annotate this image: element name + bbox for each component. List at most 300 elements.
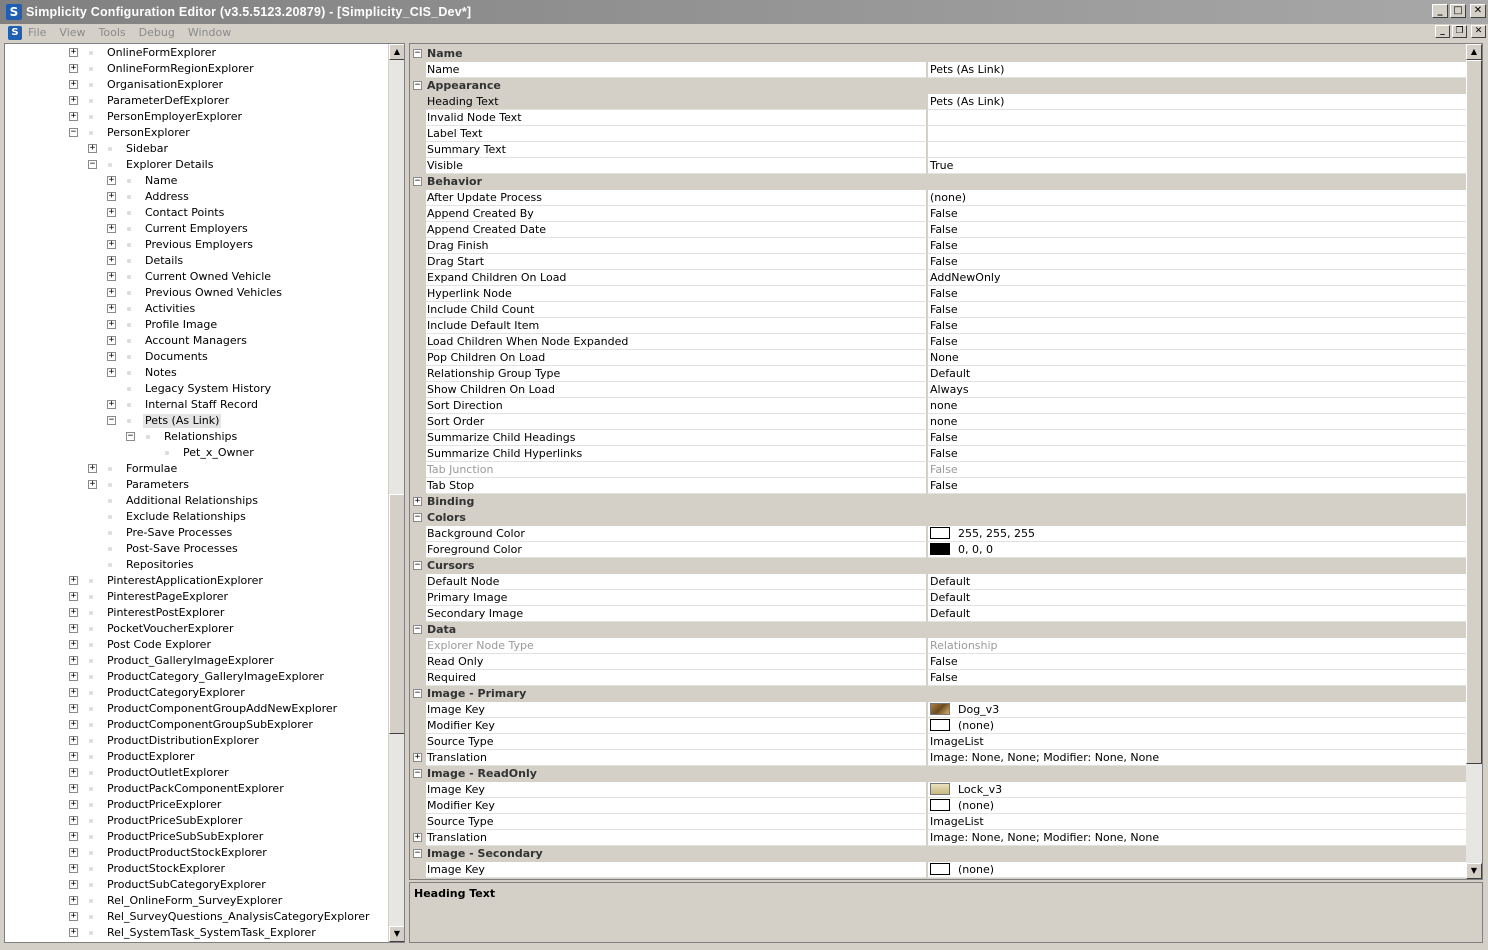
tree-node-label[interactable]: Rel_SystemTask_SystemTask_Explorer	[107, 926, 316, 939]
collapse-minus-icon[interactable]: −	[108, 415, 115, 425]
tree-node[interactable]	[5, 477, 389, 493]
collapse-minus-icon[interactable]: −	[414, 176, 421, 186]
property-row[interactable]	[410, 398, 1466, 414]
tree-node-label[interactable]: OnlineFormExplorer	[107, 46, 216, 59]
expand-plus-icon[interactable]: +	[70, 751, 77, 761]
tree-node-label[interactable]: ProductPriceSubSubExplorer	[107, 830, 264, 843]
property-category[interactable]	[410, 510, 1466, 526]
tree-node[interactable]	[5, 685, 389, 701]
tree-node-label[interactable]: Previous Owned Vehicles	[145, 286, 282, 299]
collapse-minus-icon[interactable]: −	[414, 848, 421, 858]
expand-plus-icon[interactable]: +	[70, 591, 77, 601]
tree-node-label[interactable]: PersonEmployerExplorer	[107, 110, 242, 123]
tree-node-label[interactable]: ProductComponentGroupAddNewExplorer	[107, 702, 338, 715]
property-value[interactable]	[927, 158, 1466, 174]
property-row[interactable]	[410, 254, 1466, 270]
tree-node[interactable]	[5, 461, 389, 477]
property-row[interactable]	[410, 590, 1466, 606]
tree-node[interactable]	[5, 413, 389, 429]
tree-node[interactable]	[5, 925, 389, 941]
property-row[interactable]	[410, 430, 1466, 446]
tree-node[interactable]	[5, 877, 389, 893]
tree-node-label[interactable]: ProductCategory_GalleryImageExplorer	[107, 670, 324, 683]
expand-plus-icon[interactable]: +	[70, 863, 77, 873]
property-row[interactable]	[410, 126, 1466, 142]
property-name[interactable]: Translation	[426, 830, 926, 846]
tree-node[interactable]	[5, 445, 389, 461]
expand-plus-icon[interactable]: +	[70, 607, 77, 617]
property-row[interactable]	[410, 158, 1466, 174]
tree-node-label[interactable]: Profile Image	[145, 318, 218, 331]
property-row[interactable]	[410, 750, 1466, 766]
property-name[interactable]: Summary Text	[426, 142, 926, 158]
expand-plus-icon[interactable]: +	[70, 687, 77, 697]
tree-node-label[interactable]: ProductComponentGroupSubExplorer	[107, 718, 313, 731]
tree-node[interactable]	[5, 93, 389, 109]
property-row[interactable]	[410, 62, 1466, 78]
tree-node[interactable]	[5, 653, 389, 669]
property-value[interactable]	[927, 814, 1466, 830]
property-row[interactable]	[410, 638, 1466, 654]
expand-plus-icon[interactable]: +	[108, 223, 115, 233]
tree-node[interactable]	[5, 861, 389, 877]
property-value[interactable]	[927, 702, 1466, 718]
tree-node-label[interactable]: Product_GalleryImageExplorer	[107, 654, 274, 667]
property-value[interactable]	[927, 830, 1466, 846]
property-value[interactable]	[927, 430, 1466, 446]
property-name[interactable]: Name	[426, 62, 926, 78]
property-row[interactable]	[410, 542, 1466, 558]
property-row[interactable]	[410, 478, 1466, 494]
mdi-close-button[interactable]: ✕	[1471, 25, 1486, 38]
property-value[interactable]	[927, 862, 1466, 878]
property-value[interactable]	[927, 590, 1466, 606]
tree-node-label[interactable]: Pet_x_Owner	[183, 446, 254, 459]
tree-node-label[interactable]: Repositories	[126, 558, 194, 571]
property-name[interactable]: Append Created Date	[426, 222, 926, 238]
tree-node[interactable]	[5, 909, 389, 925]
tree-node[interactable]	[5, 397, 389, 413]
scroll-up-arrow-icon[interactable]: ▲	[389, 44, 405, 60]
tree-node-label[interactable]: PinterestPostExplorer	[107, 606, 225, 619]
property-value[interactable]	[927, 126, 1466, 142]
tree-node-label[interactable]: ParameterDefExplorer	[107, 94, 230, 107]
expand-plus-icon[interactable]: +	[108, 191, 115, 201]
tree-node-label[interactable]: Activities	[145, 302, 196, 315]
property-row[interactable]	[410, 670, 1466, 686]
property-name[interactable]: Source Type	[426, 734, 926, 750]
property-value[interactable]	[927, 414, 1466, 430]
property-name[interactable]: Heading Text	[426, 94, 926, 110]
property-value[interactable]	[927, 254, 1466, 270]
tree-node-label[interactable]: Internal Staff Record	[145, 398, 259, 411]
property-value[interactable]	[927, 734, 1466, 750]
mdi-minimize-button[interactable]: _	[1435, 25, 1450, 38]
property-category[interactable]	[410, 622, 1466, 638]
tree-node[interactable]	[5, 717, 389, 733]
property-value[interactable]	[927, 718, 1466, 734]
property-row[interactable]	[410, 286, 1466, 302]
property-category[interactable]	[410, 846, 1466, 862]
property-row[interactable]	[410, 702, 1466, 718]
tree-node[interactable]	[5, 429, 389, 445]
tree-node[interactable]	[5, 845, 389, 861]
tree-node[interactable]	[5, 141, 389, 157]
property-row[interactable]	[410, 446, 1466, 462]
tree-node[interactable]	[5, 349, 389, 365]
menu-window[interactable]: Window	[187, 26, 232, 39]
expand-plus-icon[interactable]: +	[108, 335, 115, 345]
tree-node-label[interactable]: ProductPriceSubExplorer	[107, 814, 243, 827]
tree-node[interactable]	[5, 765, 389, 781]
collapse-minus-icon[interactable]: −	[89, 159, 96, 169]
tree-node[interactable]	[5, 285, 389, 301]
property-row[interactable]	[410, 222, 1466, 238]
property-value[interactable]	[927, 398, 1466, 414]
tree-node[interactable]	[5, 221, 389, 237]
property-value[interactable]	[927, 190, 1466, 206]
tree-node-label[interactable]: Current Owned Vehicle	[145, 270, 272, 283]
expand-plus-icon[interactable]: +	[70, 63, 77, 73]
expand-plus-icon[interactable]: +	[70, 111, 77, 121]
property-value[interactable]	[927, 606, 1466, 622]
expand-plus-icon[interactable]: +	[70, 911, 77, 921]
tree-node-label[interactable]: Explorer Details	[126, 158, 214, 171]
tree-node-label[interactable]: Legacy System History	[145, 382, 272, 395]
property-category[interactable]	[410, 78, 1466, 94]
close-button[interactable]: ✕	[1470, 4, 1486, 18]
tree-node-label[interactable]: Exclude Relationships	[126, 510, 246, 523]
property-name[interactable]: Sort Direction	[426, 398, 926, 414]
property-value[interactable]	[927, 302, 1466, 318]
property-value[interactable]	[927, 142, 1466, 158]
tree-node-label[interactable]: Relationships	[164, 430, 238, 443]
tree-node[interactable]	[5, 237, 389, 253]
expand-plus-icon[interactable]: +	[414, 752, 421, 762]
property-name[interactable]: Relationship Group Type	[426, 366, 926, 382]
menu-tools[interactable]: Tools	[98, 26, 126, 39]
tree-node[interactable]	[5, 77, 389, 93]
tree-node[interactable]	[5, 381, 389, 397]
mdi-restore-button[interactable]: ❐	[1452, 25, 1467, 38]
tree-node[interactable]	[5, 509, 389, 525]
tree-node-label[interactable]: PinterestApplicationExplorer	[107, 574, 263, 587]
property-name[interactable]: Modifier Key	[426, 718, 926, 734]
tree-node[interactable]	[5, 621, 389, 637]
expand-plus-icon[interactable]: +	[108, 287, 115, 297]
tree-node[interactable]	[5, 829, 389, 845]
expand-plus-icon[interactable]: +	[70, 879, 77, 889]
menu-view[interactable]: View	[59, 26, 86, 39]
property-row[interactable]	[410, 830, 1466, 846]
property-row[interactable]	[410, 654, 1466, 670]
property-name[interactable]: Foreground Color	[426, 542, 926, 558]
tree-node[interactable]	[5, 109, 389, 125]
tree-node[interactable]	[5, 797, 389, 813]
expand-plus-icon[interactable]: +	[108, 207, 115, 217]
property-name[interactable]: Source Type	[426, 814, 926, 830]
tree-node[interactable]	[5, 317, 389, 333]
expand-plus-icon[interactable]: +	[70, 639, 77, 649]
property-row[interactable]	[410, 798, 1466, 814]
property-name[interactable]: Translation	[426, 750, 926, 766]
property-row[interactable]	[410, 574, 1466, 590]
tree-node-label[interactable]: Account Managers	[145, 334, 247, 347]
property-category[interactable]	[410, 494, 1466, 510]
property-value[interactable]	[927, 286, 1466, 302]
tree-node[interactable]	[5, 701, 389, 717]
expand-plus-icon[interactable]: +	[70, 623, 77, 633]
tree-node[interactable]	[5, 173, 389, 189]
expand-plus-icon[interactable]: +	[108, 399, 115, 409]
prop-scroll-thumb[interactable]	[1466, 60, 1482, 764]
property-name[interactable]: Required	[426, 670, 926, 686]
property-name[interactable]: Summarize Child Headings	[426, 430, 926, 446]
expand-plus-icon[interactable]: +	[108, 255, 115, 265]
minimize-button[interactable]: _	[1432, 4, 1448, 18]
property-name[interactable]: Background Color	[426, 526, 926, 542]
tree-node-label[interactable]: OnlineFormRegionExplorer	[107, 62, 254, 75]
expand-plus-icon[interactable]: +	[70, 575, 77, 585]
tree-node-label[interactable]: ProductExplorer	[107, 750, 195, 763]
property-name[interactable]: Sort Order	[426, 414, 926, 430]
property-row[interactable]	[410, 238, 1466, 254]
tree-node[interactable]	[5, 61, 389, 77]
property-row[interactable]	[410, 142, 1466, 158]
expand-plus-icon[interactable]: +	[108, 239, 115, 249]
scroll-down-arrow-icon[interactable]: ▼	[389, 926, 405, 942]
tree-node-label[interactable]: ProductStockExplorer	[107, 862, 226, 875]
document-icon[interactable]: S	[8, 26, 22, 40]
property-row[interactable]	[410, 462, 1466, 478]
property-value[interactable]	[927, 782, 1466, 798]
tree-node-label[interactable]: Post Code Explorer	[107, 638, 211, 651]
tree-node[interactable]	[5, 205, 389, 221]
property-category[interactable]	[410, 766, 1466, 782]
property-value[interactable]	[927, 462, 1466, 478]
property-name[interactable]: Drag Start	[426, 254, 926, 270]
property-value[interactable]	[927, 574, 1466, 590]
expand-plus-icon[interactable]: +	[70, 799, 77, 809]
expand-plus-icon[interactable]: +	[414, 496, 421, 506]
property-name[interactable]: Image Key	[426, 782, 926, 798]
property-name[interactable]: Image Key	[426, 862, 926, 878]
property-category[interactable]	[410, 46, 1466, 62]
expand-plus-icon[interactable]: +	[70, 95, 77, 105]
property-name[interactable]: Tab Junction	[426, 462, 926, 478]
property-name[interactable]: Append Created By	[426, 206, 926, 222]
property-category[interactable]	[410, 174, 1466, 190]
tree-node[interactable]	[5, 541, 389, 557]
tree-node[interactable]	[5, 781, 389, 797]
tree-node-label[interactable]: ProductProductStockExplorer	[107, 846, 267, 859]
tree-node-label[interactable]: Parameters	[126, 478, 189, 491]
property-row[interactable]	[410, 734, 1466, 750]
tree-scroll-thumb[interactable]	[389, 494, 405, 734]
tree-node-label[interactable]: Current Employers	[145, 222, 248, 235]
property-name[interactable]: Invalid Node Text	[426, 110, 926, 126]
property-name[interactable]: Pop Children On Load	[426, 350, 926, 366]
collapse-minus-icon[interactable]: −	[414, 768, 421, 778]
property-name[interactable]: After Update Process	[426, 190, 926, 206]
property-value[interactable]	[927, 542, 1466, 558]
property-name[interactable]: Read Only	[426, 654, 926, 670]
tree-node[interactable]	[5, 893, 389, 909]
property-row[interactable]	[410, 814, 1466, 830]
property-category[interactable]	[410, 558, 1466, 574]
tree-node[interactable]	[5, 45, 389, 61]
collapse-minus-icon[interactable]: −	[70, 127, 77, 137]
property-row[interactable]	[410, 526, 1466, 542]
property-value[interactable]	[927, 110, 1466, 126]
expand-plus-icon[interactable]: +	[108, 175, 115, 185]
expand-plus-icon[interactable]: +	[108, 351, 115, 361]
property-value[interactable]	[927, 654, 1466, 670]
expand-plus-icon[interactable]: +	[89, 143, 96, 153]
tree-node-label[interactable]: Additional Relationships	[126, 494, 258, 507]
expand-plus-icon[interactable]: +	[414, 832, 421, 842]
menu-debug[interactable]: Debug	[138, 26, 175, 39]
property-row[interactable]	[410, 382, 1466, 398]
collapse-minus-icon[interactable]: −	[414, 624, 421, 634]
expand-plus-icon[interactable]: +	[70, 671, 77, 681]
property-row[interactable]	[410, 270, 1466, 286]
expand-plus-icon[interactable]: +	[108, 319, 115, 329]
expand-plus-icon[interactable]: +	[70, 927, 77, 937]
expand-plus-icon[interactable]: +	[70, 815, 77, 825]
property-name[interactable]: Summarize Child Hyperlinks	[426, 446, 926, 462]
expand-plus-icon[interactable]: +	[89, 463, 96, 473]
property-grid[interactable]	[409, 43, 1483, 880]
property-value[interactable]	[927, 270, 1466, 286]
tree-node-label[interactable]: Name	[145, 174, 178, 187]
tree-node[interactable]	[5, 125, 389, 141]
property-value[interactable]	[927, 478, 1466, 494]
property-name[interactable]: Show Children On Load	[426, 382, 926, 398]
tree-node-label[interactable]: Contact Points	[145, 206, 225, 219]
tree-node[interactable]	[5, 493, 389, 509]
expand-plus-icon[interactable]: +	[70, 655, 77, 665]
tree-node-label[interactable]: Pets (As Link)	[145, 414, 220, 427]
tree-node-label[interactable]: Documents	[145, 350, 208, 363]
tree-node[interactable]	[5, 301, 389, 317]
tree-node[interactable]	[5, 733, 389, 749]
property-name[interactable]: Primary Image	[426, 590, 926, 606]
tree-node-label[interactable]: Notes	[145, 366, 177, 379]
property-row[interactable]	[410, 206, 1466, 222]
prop-scroll-down-arrow-icon[interactable]: ▼	[1466, 863, 1482, 879]
collapse-minus-icon[interactable]: −	[414, 80, 421, 90]
property-name[interactable]: Visible	[426, 158, 926, 174]
expand-plus-icon[interactable]: +	[70, 79, 77, 89]
tree-node-label[interactable]: Previous Employers	[145, 238, 253, 251]
property-name[interactable]: Include Child Count	[426, 302, 926, 318]
tree-node-label[interactable]: ProductPriceExplorer	[107, 798, 222, 811]
property-value[interactable]	[927, 334, 1466, 350]
property-row[interactable]	[410, 350, 1466, 366]
property-name[interactable]: Explorer Node Type	[426, 638, 926, 654]
tree-node-label[interactable]: Post-Save Processes	[126, 542, 238, 555]
tree-node[interactable]	[5, 557, 389, 573]
property-row[interactable]	[410, 318, 1466, 334]
expand-plus-icon[interactable]: +	[70, 47, 77, 57]
collapse-minus-icon[interactable]: −	[127, 431, 134, 441]
property-name[interactable]: Tab Stop	[426, 478, 926, 494]
tree-scrollbar[interactable]	[388, 44, 404, 942]
collapse-minus-icon[interactable]: −	[414, 560, 421, 570]
expand-plus-icon[interactable]: +	[70, 735, 77, 745]
expand-plus-icon[interactable]: +	[70, 831, 77, 841]
tree-node-label[interactable]: ProductDistributionExplorer	[107, 734, 259, 747]
tree-node-label[interactable]: Rel_OnlineForm_SurveyExplorer	[107, 894, 283, 907]
property-name[interactable]: Drag Finish	[426, 238, 926, 254]
expand-plus-icon[interactable]: +	[70, 895, 77, 905]
collapse-minus-icon[interactable]: −	[414, 688, 421, 698]
property-value[interactable]	[927, 62, 1466, 78]
menu-file[interactable]: File	[28, 26, 47, 39]
tree-node[interactable]	[5, 637, 389, 653]
expand-plus-icon[interactable]: +	[70, 847, 77, 857]
tree-node-label[interactable]: Details	[145, 254, 184, 267]
property-category[interactable]	[410, 686, 1466, 702]
tree-node-label[interactable]: PersonExplorer	[107, 126, 190, 139]
tree-node[interactable]	[5, 189, 389, 205]
property-name[interactable]: Image Key	[426, 702, 926, 718]
property-name[interactable]: Modifier Key	[426, 798, 926, 814]
tree-node-label[interactable]: Rel_SurveyQuestions_AnalysisCategoryExplorer	[107, 910, 370, 923]
property-value[interactable]	[927, 222, 1466, 238]
property-value[interactable]	[927, 350, 1466, 366]
tree-node-label[interactable]: ProductSubCategoryExplorer	[107, 878, 266, 891]
property-row[interactable]	[410, 414, 1466, 430]
property-value[interactable]	[927, 798, 1466, 814]
expand-plus-icon[interactable]: +	[70, 767, 77, 777]
expand-plus-icon[interactable]: +	[108, 271, 115, 281]
property-name[interactable]: Expand Children On Load	[426, 270, 926, 286]
expand-plus-icon[interactable]: +	[108, 367, 115, 377]
tree-node-label[interactable]: Sidebar	[126, 142, 169, 155]
property-value[interactable]	[927, 638, 1466, 654]
property-name[interactable]: Default Node	[426, 574, 926, 590]
property-name[interactable]: Load Children When Node Expanded	[426, 334, 926, 350]
property-value[interactable]	[927, 750, 1466, 766]
property-row[interactable]	[410, 782, 1466, 798]
property-row[interactable]	[410, 718, 1466, 734]
tree-node-label[interactable]: OrganisationExplorer	[107, 78, 224, 91]
property-row[interactable]	[410, 190, 1466, 206]
tree-node[interactable]	[5, 749, 389, 765]
tree-node[interactable]	[5, 669, 389, 685]
expand-plus-icon[interactable]: +	[70, 783, 77, 793]
property-row[interactable]	[410, 302, 1466, 318]
expand-plus-icon[interactable]: +	[70, 703, 77, 713]
tree-node[interactable]	[5, 253, 389, 269]
property-value[interactable]	[927, 446, 1466, 462]
tree-node[interactable]	[5, 813, 389, 829]
tree-node[interactable]	[5, 269, 389, 285]
property-value[interactable]	[927, 94, 1466, 110]
property-scrollbar[interactable]	[1466, 44, 1482, 879]
tree-node-label[interactable]: Pre-Save Processes	[126, 526, 233, 539]
collapse-minus-icon[interactable]: −	[414, 48, 421, 58]
expand-plus-icon[interactable]: +	[70, 719, 77, 729]
property-value[interactable]	[927, 206, 1466, 222]
property-row[interactable]	[410, 606, 1466, 622]
property-name[interactable]: Hyperlink Node	[426, 286, 926, 302]
property-value[interactable]	[927, 366, 1466, 382]
property-value[interactable]	[927, 382, 1466, 398]
explorer-tree[interactable]	[4, 43, 405, 943]
